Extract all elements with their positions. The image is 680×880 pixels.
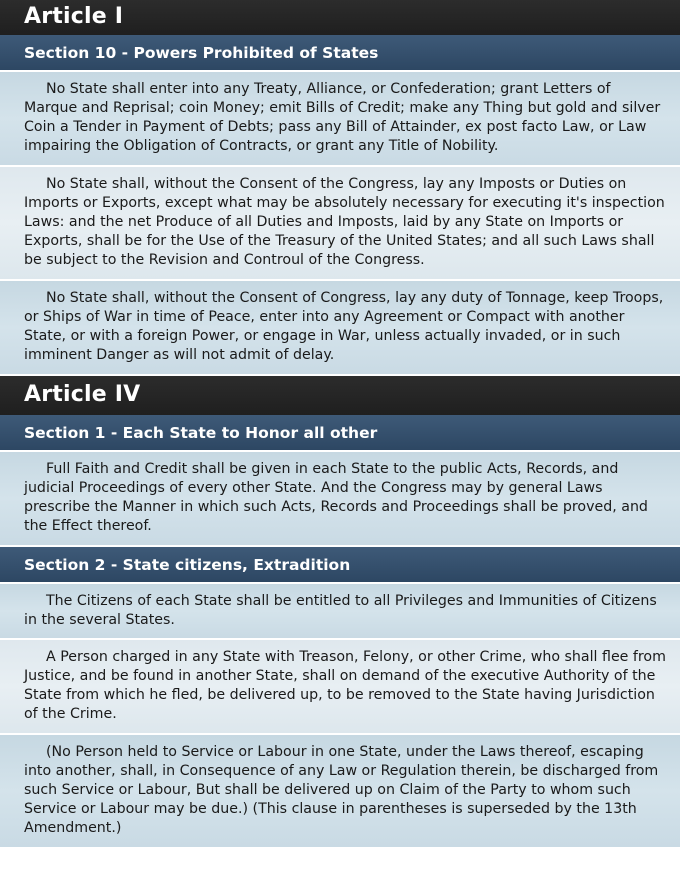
section-10-heading: Section 10 - Powers Prohibited of States bbox=[0, 35, 680, 72]
article-4-title: Article IV bbox=[0, 376, 680, 415]
section-10-paragraph-3: No State shall, without the Consent of Congress, lay any duty of Tonnage, keep Troops, or Ships of War in time of Peace, enter into any Agreement or Compact with another State, or with a foreign Power, or engage in War, unless actually invaded, or in such imminent Danger as will not admit of delay. bbox=[0, 281, 680, 376]
section-1-heading: Section 1 - Each State to Honor all other bbox=[0, 415, 680, 452]
section-2-paragraph-1: The Citizens of each State shall be entitled to all Privileges and Immunities of Citizens in the several States. bbox=[0, 584, 680, 640]
section-10-paragraph-1: No State shall enter into any Treaty, Alliance, or Confederation; grant Letters of Marque and Reprisal; coin Money; emit Bills of Credit; make any Thing but gold and silver Coin a Tender in Payment of Debts; pass any Bill of Attainder, ex post facto Law, or Law impairing the Obligation of Contracts, or grant any Title of Nobility. bbox=[0, 72, 680, 167]
section-1-paragraph-1: Full Faith and Credit shall be given in each State to the public Acts, Records, and judicial Proceedings of every other State. And the Congress may by general Laws prescribe the Manner in which such Acts, Records and Proceedings shall be proved, and the Effect thereof. bbox=[0, 452, 680, 547]
section-2-paragraph-3: (No Person held to Service or Labour in one State, under the Laws thereof, escaping into another, shall, in Consequence of any Law or Regulation therein, be discharged from such Service or Labour, But shall be delivered up on Claim of the Party to whom such Service or Labour may be due.) (This clause in parentheses is superseded by the 13th Amendment.) bbox=[0, 735, 680, 849]
section-2-heading: Section 2 - State citizens, Extradition bbox=[0, 547, 680, 584]
section-2-paragraph-2: A Person charged in any State with Treason, Felony, or other Crime, who shall flee from Justice, and be found in another State, shall on demand of the executive Authority of the State from which he fled, be delivered up, to be removed to the State having Jurisdiction of the Crime. bbox=[0, 640, 680, 735]
article-1-title: Article I bbox=[0, 0, 680, 35]
section-10-paragraph-2: No State shall, without the Consent of the Congress, lay any Imposts or Duties on Imports or Exports, except what may be absolutely necessary for executing it's inspection Laws: and the net Produce of all Duties and Imposts, laid by any State on Imports or Exports, shall be for the Use of the Treasury of the United States; and all such Laws shall be subject to the Revision and Controul of the Congress. bbox=[0, 167, 680, 281]
